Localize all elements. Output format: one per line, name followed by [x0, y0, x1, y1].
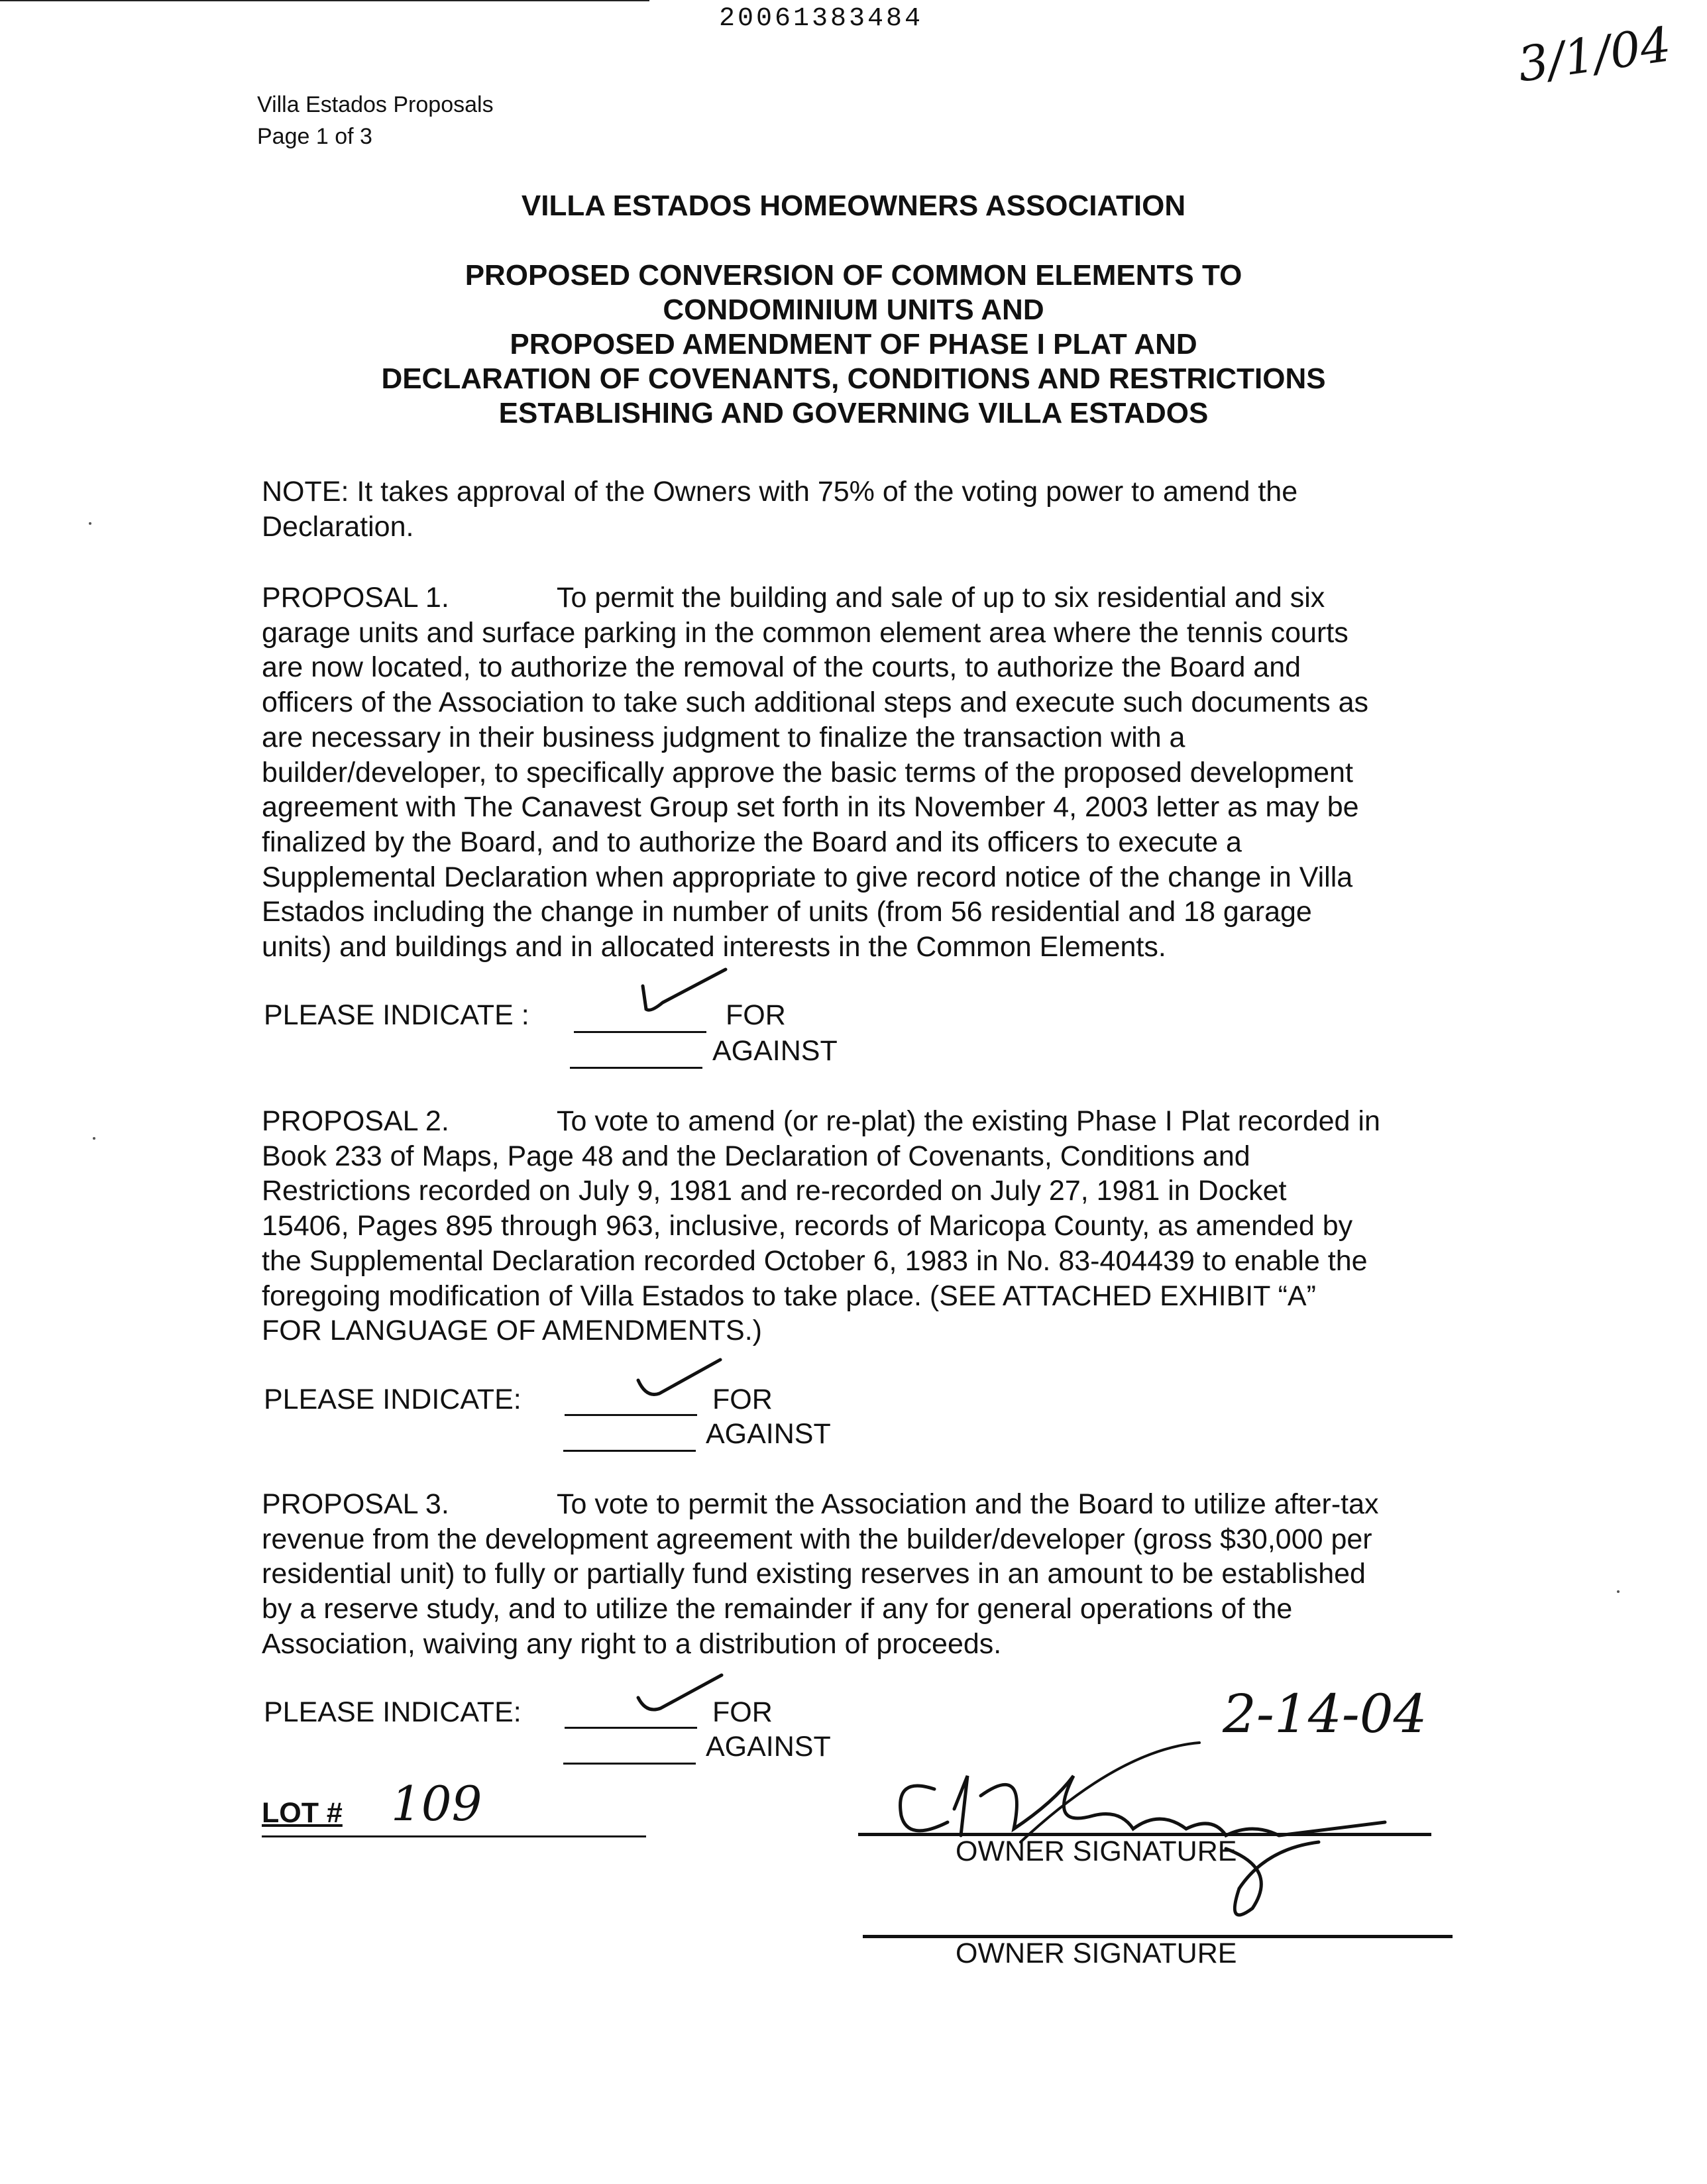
proposal-line: agreement with The Canavest Group set forth in its November 4, 2003 letter as may be [262, 791, 1359, 824]
signature-date[interactable]: 2-14-04 [1223, 1683, 1427, 1745]
proposal-line: To permit the building and sale of up to six residential and six [557, 582, 1325, 614]
owner-signature-label-2: OWNER SIGNATURE [956, 1938, 1237, 1969]
voting-note [262, 474, 1468, 544]
proposal-line: are necessary in their business judgment to finalize the transaction with a [262, 721, 1185, 753]
proposal-line: builder/developer, to specifically approve the basic terms of the proposed development [262, 756, 1353, 789]
proposal-line: 15406, Pages 895 through 963, inclusive, records of Maricopa County, as amended by [262, 1210, 1353, 1242]
for-label-1: FOR [726, 999, 786, 1031]
subtitle-line: DECLARATION OF COVENANTS, CONDITIONS AND RESTRICTIONS [381, 362, 1326, 395]
for-label-2: FOR [712, 1384, 773, 1415]
for-blank-2[interactable] [565, 1414, 697, 1416]
proposal-line: foregoing modification of Villa Estados to take place. (SEE ATTACHED EXHIBIT “A” [262, 1280, 1316, 1312]
for-blank-1[interactable] [574, 1031, 706, 1033]
proposal-line: To vote to permit the Association and the Board to utilize after-tax [557, 1488, 1379, 1520]
proposal-line: residential unit) to fully or partially fund existing reserves in an amount to be established [262, 1558, 1366, 1590]
indicate-label-2: PLEASE INDICATE: [264, 1384, 522, 1415]
scan-speck [1617, 1590, 1620, 1593]
proposal-line: units) and buildings and in allocated interests in the Common Elements. [262, 931, 1166, 963]
scan-speck [89, 522, 91, 525]
proposal-line: To vote to amend (or re-plat) the existing Phase I Plat recorded in [557, 1105, 1380, 1137]
subtitle-line: PROPOSED AMENDMENT OF PHASE I PLAT AND [510, 328, 1197, 360]
proposal-line: Supplemental Declaration when appropriate to give record notice of the change in Villa [262, 861, 1353, 893]
proposal-line: Association, waiving any right to a distribution of proceeds. [262, 1627, 1002, 1660]
against-blank-1[interactable] [570, 1067, 702, 1069]
proposal-3 [262, 1487, 1468, 1662]
proposal-line: by a reserve study, and to utilize the remainder if any for general operations of the [262, 1593, 1293, 1625]
owner-signature-label-1: OWNER SIGNATURE [956, 1835, 1237, 1867]
against-blank-2[interactable] [563, 1450, 696, 1452]
for-blank-3[interactable] [565, 1727, 697, 1729]
proposal-line: finalized by the Board, and to authorize the Board and its officers to execute a [262, 826, 1242, 858]
subtitle-line: CONDOMINIUM UNITS AND [663, 294, 1044, 326]
proposal-line: Restrictions recorded on July 9, 1981 and re-recorded on July 27, 1981 in Docket [262, 1175, 1287, 1207]
proposal-line: officers of the Association to take such additional steps and execute such documents as [262, 686, 1369, 719]
document-subtitle [0, 258, 1707, 431]
proposal-label: PROPOSAL 3. [262, 1488, 449, 1520]
proposal-line: revenue from the development agreement with the builder/developer (gross $30,000 per [262, 1523, 1372, 1555]
lot-label: LOT # [262, 1797, 343, 1829]
proposal-line: Estados including the change in number of units (from 56 residential and 18 garage [262, 896, 1312, 928]
scan-top-rule [0, 0, 649, 1]
for-label-3: FOR [712, 1696, 773, 1728]
proposal-line: FOR LANGUAGE OF AMENDMENTS.) [262, 1315, 762, 1347]
note-line: Declaration. [262, 510, 414, 543]
proposal-line: are now located, to authorize the removal of the courts, to authorize the Board and [262, 651, 1301, 684]
lot-number[interactable]: 109 [391, 1776, 482, 1831]
page-header [257, 89, 494, 152]
document-id: 20061383484 [719, 4, 924, 34]
checkmark-icon [633, 1671, 726, 1724]
subtitle-line: PROPOSED CONVERSION OF COMMON ELEMENTS TO [465, 259, 1242, 292]
header-page-number: Page 1 of 3 [257, 124, 372, 149]
note-line: NOTE: It takes approval of the Owners with 75% of the voting power to amend the [262, 476, 1298, 508]
proposal-label: PROPOSAL 2. [262, 1105, 449, 1137]
against-blank-3[interactable] [563, 1763, 696, 1765]
proposal-line: garage units and surface parking in the common element area where the tennis courts [262, 616, 1349, 649]
handwritten-top-date: 3/1/04 [1514, 16, 1675, 93]
against-label-2: AGAINST [706, 1418, 831, 1450]
proposal-2 [262, 1104, 1468, 1348]
proposal-line: the Supplemental Declaration recorded October 6, 1983 in No. 83-404439 to enable the [262, 1244, 1368, 1277]
indicate-label-3: PLEASE INDICATE: [264, 1696, 522, 1728]
subtitle-line: ESTABLISHING AND GOVERNING VILLA ESTADOS [498, 397, 1209, 429]
proposal-line: Book 233 of Maps, Page 48 and the Declaration of Covenants, Conditions and [262, 1140, 1250, 1172]
lot-underline [262, 1835, 646, 1837]
proposal-1 [262, 580, 1468, 965]
scan-speck [93, 1137, 95, 1140]
checkmark-icon [636, 966, 729, 1026]
header-doc-name: Villa Estados Proposals [257, 92, 494, 117]
association-title: VILLA ESTADOS HOMEOWNERS ASSOCIATION [521, 190, 1186, 222]
proposal-label: PROPOSAL 1. [262, 582, 449, 614]
handwritten-signature [855, 1736, 1418, 1928]
checkmark-icon [633, 1357, 726, 1410]
against-label-1: AGAINST [712, 1035, 838, 1067]
against-label-3: AGAINST [706, 1731, 831, 1763]
indicate-label-1: PLEASE INDICATE : [264, 999, 529, 1031]
